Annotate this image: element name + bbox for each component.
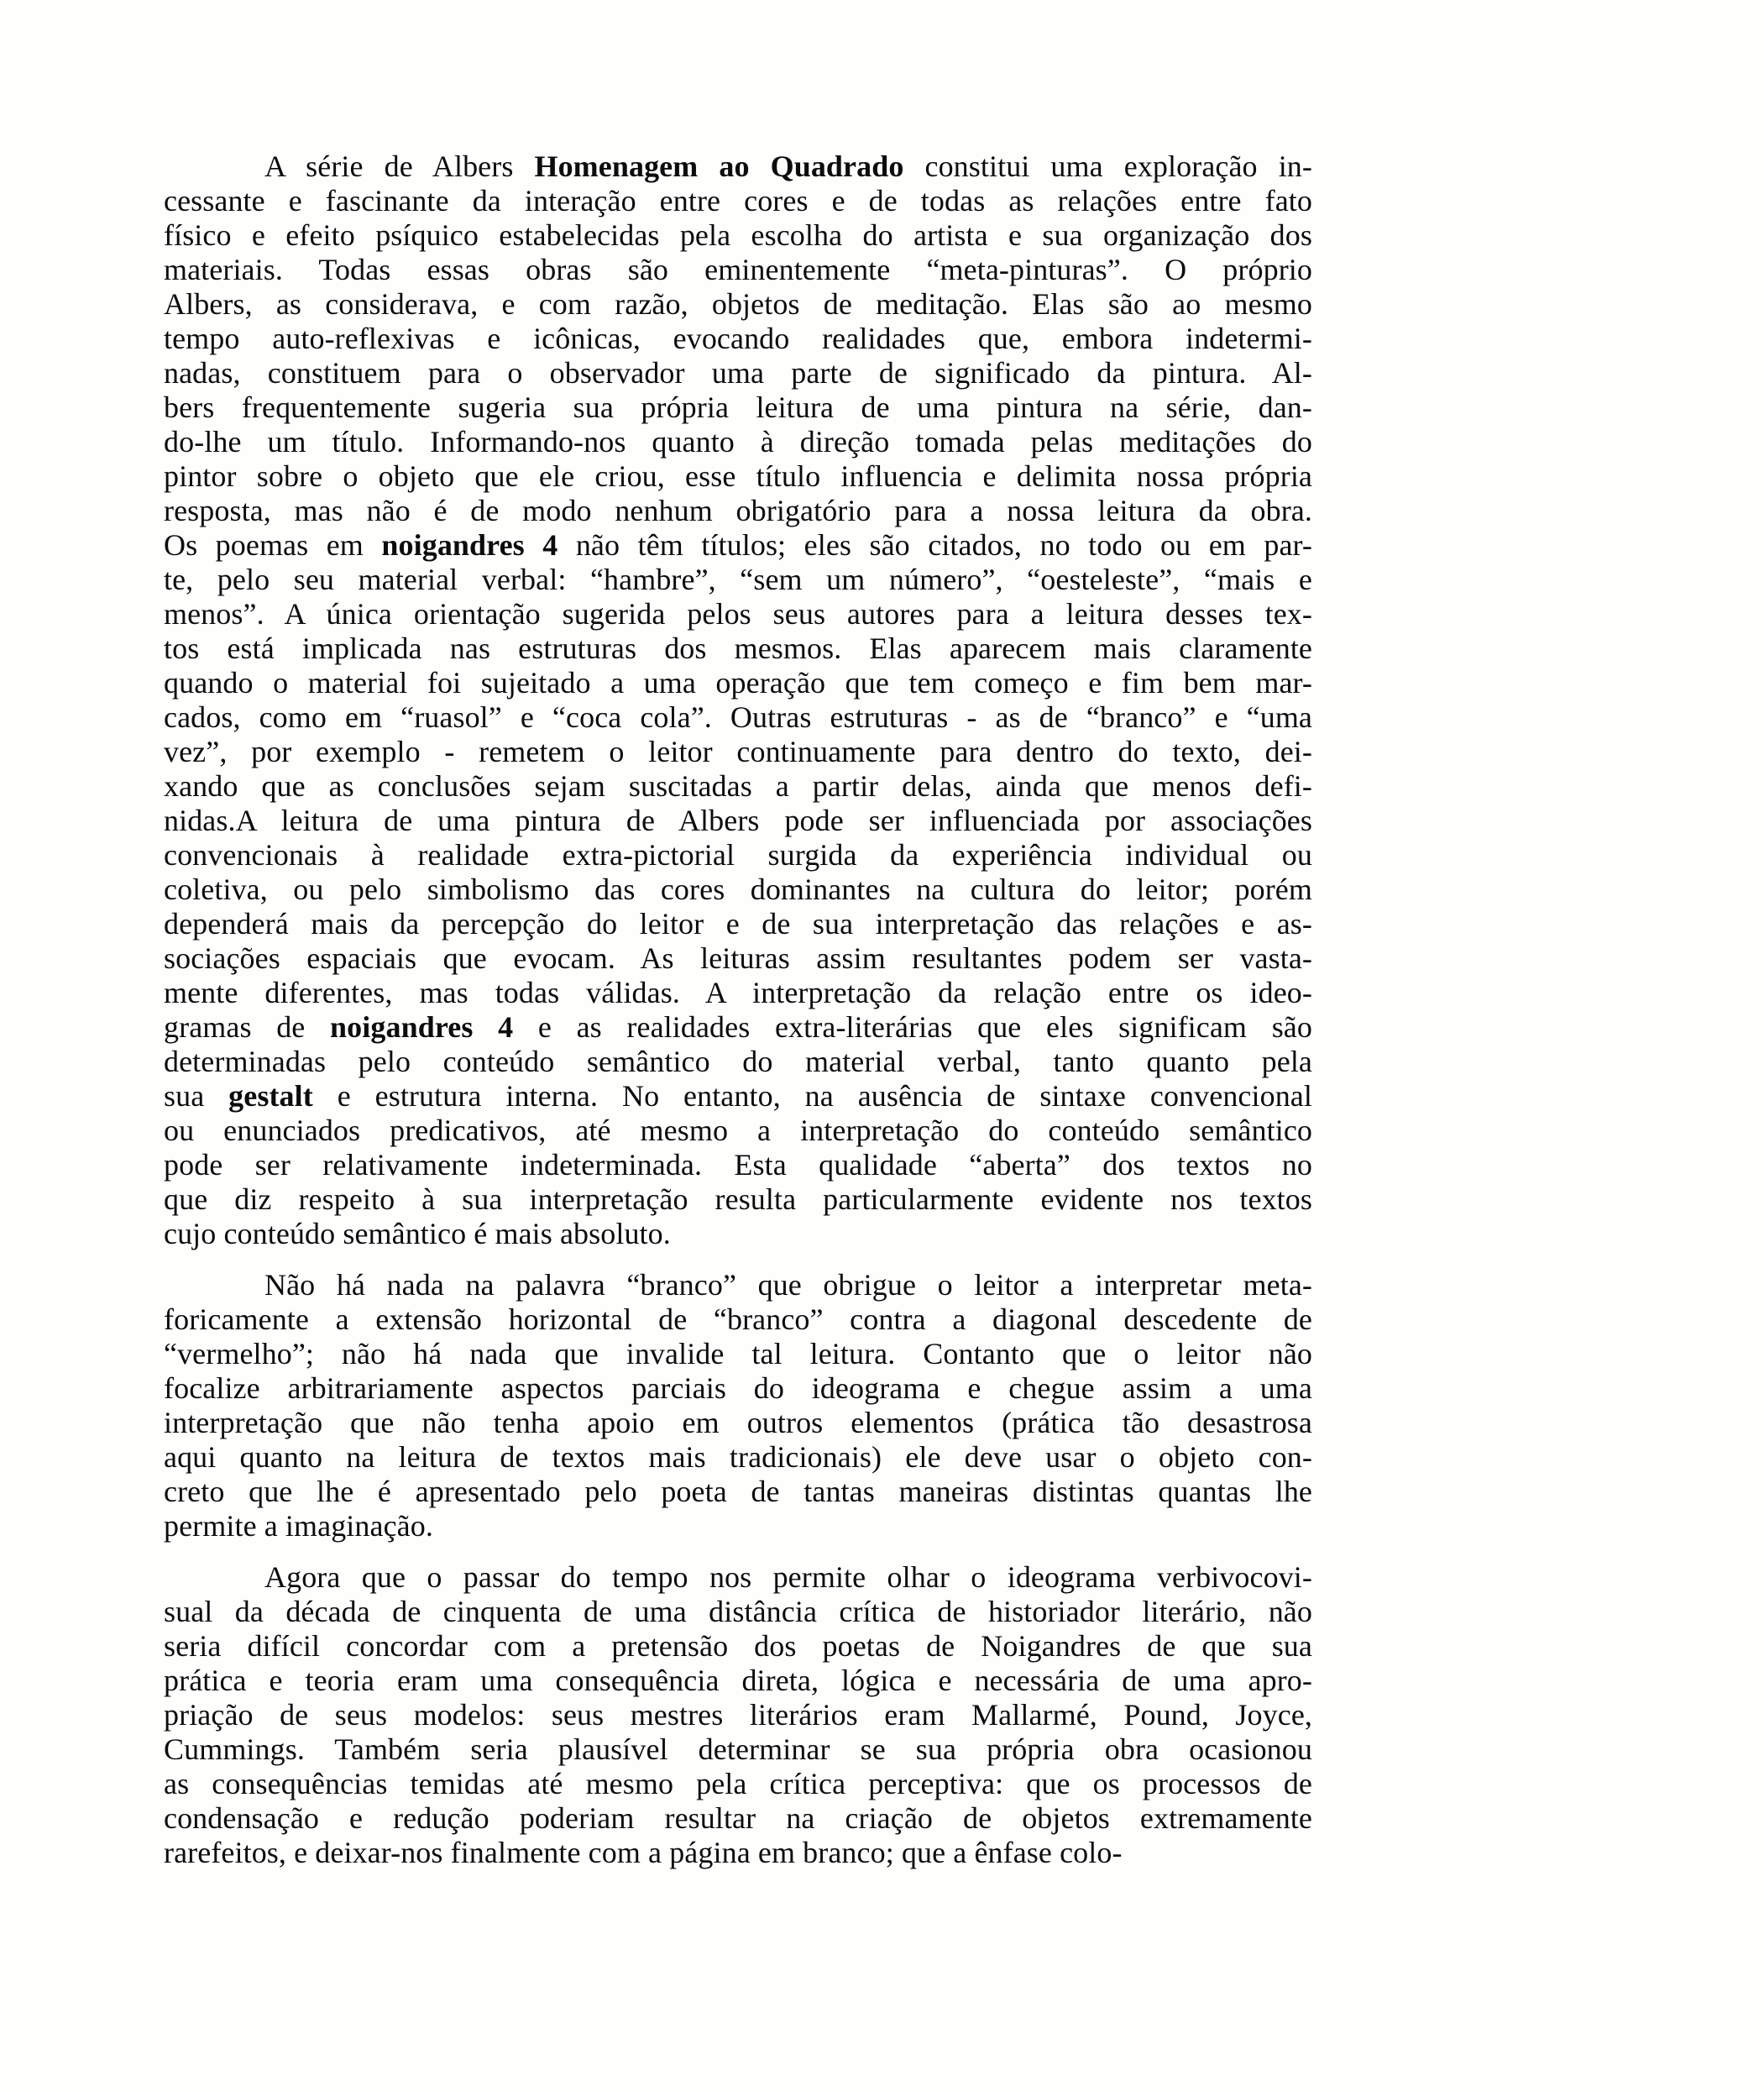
text-line	[164, 1767, 1312, 1801]
text-run: aqui quanto na leitura de textos mais tradicionais) ele deve usar o objeto con-	[164, 1440, 1312, 1474]
text-line	[164, 1698, 1312, 1732]
text-line	[164, 253, 1312, 287]
text-run: dependerá mais da percepção do leitor e de sua interpretação das relações e as-	[164, 907, 1312, 941]
text-run: Cummings. Também seria plausível determinar se sua própria obra ocasionou	[164, 1732, 1312, 1766]
text-line	[164, 390, 1312, 425]
text-line	[164, 631, 1312, 666]
bold-text-run: noigandres 4	[330, 1010, 514, 1044]
text-run: te, pelo seu material verbal: “hambre”, “sem um número”, “oesteleste”, “mais e	[164, 563, 1312, 596]
text-run: rarefeitos, e deixar-nos finalmente com a página em branco; que a ênfase colo-	[164, 1836, 1123, 1869]
text-run: pode ser relativamente indeterminada. Esta qualidade “aberta” dos textos no	[164, 1148, 1312, 1182]
text-run: sociações espaciais que evocam. As leituras assim resultantes podem ser vasta-	[164, 941, 1312, 975]
text-line	[164, 976, 1312, 1010]
text-run: ou enunciados predicativos, até mesmo a interpretação do conteúdo semântico	[164, 1114, 1312, 1147]
text-line	[164, 804, 1312, 838]
text-run: bers frequentemente sugeria sua própria leitura de uma pintura na série, dan-	[164, 390, 1312, 424]
text-run: as consequências temidas até mesmo pela crítica perceptiva: que os processos de	[164, 1767, 1312, 1800]
text-run: constitui uma exploração in-	[903, 149, 1312, 183]
text-run: que diz respeito à sua interpretação resulta particularmente evidente nos textos	[164, 1182, 1312, 1216]
text-line	[164, 1045, 1312, 1079]
paragraph	[164, 1560, 1312, 1870]
bold-text-run: gestalt	[228, 1079, 313, 1113]
text-line	[164, 459, 1312, 494]
text-run: nidas.A leitura de uma pintura de Albers pode ser influenciada por associações	[164, 804, 1312, 837]
text-run: não têm títulos; eles são citados, no todo ou em par-	[557, 528, 1312, 562]
text-run: foricamente a extensão horizontal de “branco” contra a diagonal descedente de	[164, 1302, 1312, 1336]
text-line	[164, 907, 1312, 941]
paragraph	[164, 1268, 1312, 1543]
text-run: sua	[164, 1079, 229, 1113]
text-run: permite a imaginação.	[164, 1509, 433, 1543]
text-line	[164, 1182, 1312, 1217]
page-text	[164, 149, 1312, 1887]
text-run: gramas de	[164, 1010, 331, 1044]
text-line	[164, 873, 1312, 907]
text-line	[164, 1595, 1312, 1629]
text-line	[164, 563, 1312, 597]
text-run: condensação e redução poderiam resultar na criação de objetos extremamente	[164, 1801, 1312, 1835]
text-line	[164, 322, 1312, 356]
text-run: sual da década de cinquenta de uma distância crítica de historiador literário, não	[164, 1595, 1312, 1628]
text-line	[164, 1509, 1312, 1543]
text-line	[164, 1079, 1312, 1114]
text-run: interpretação que não tenha apoio em outros elementos (prática tão desastrosa	[164, 1406, 1312, 1439]
text-run: tempo auto-reflexivas e icônicas, evocando realidades que, embora indetermi-	[164, 322, 1312, 355]
text-run: cujo conteúdo semântico é mais absoluto.	[164, 1217, 671, 1250]
text-run: do-lhe um título. Informando-nos quanto à direção tomada pelas meditações do	[164, 425, 1312, 459]
text-line	[164, 769, 1312, 804]
text-run: Os poemas em	[164, 528, 382, 562]
text-run: resposta, mas não é de modo nenhum obrigatório para a nossa leitura da obra.	[164, 494, 1312, 527]
paragraph	[164, 149, 1312, 1251]
text-run: físico e efeito psíquico estabelecidas pela escolha do artista e sua organização dos	[164, 218, 1312, 252]
text-run: Não há nada na palavra “branco” que obrigue o leitor a interpretar meta-	[264, 1268, 1312, 1302]
text-run: focalize arbitrariamente aspectos parciais do ideograma e chegue assim a uma	[164, 1371, 1312, 1405]
text-line	[164, 1217, 1312, 1251]
text-line	[164, 1114, 1312, 1148]
bold-text-run: Homenagem ao Quadrado	[534, 149, 904, 183]
text-line	[164, 1475, 1312, 1509]
text-run: materiais. Todas essas obras são eminentemente “meta-pinturas”. O próprio	[164, 253, 1312, 286]
text-line	[164, 700, 1312, 735]
text-line	[164, 494, 1312, 528]
text-run: e estrutura interna. No entanto, na ausência de sintaxe convencional	[312, 1079, 1312, 1113]
text-line	[164, 1732, 1312, 1767]
text-run: menos”. A única orientação sugerida pelos seus autores para a leitura desses tex-	[164, 597, 1312, 631]
text-line	[164, 1337, 1312, 1371]
text-line	[164, 287, 1312, 322]
text-line	[164, 1406, 1312, 1440]
text-line	[164, 735, 1312, 769]
text-line	[164, 1010, 1312, 1045]
text-run: Albers, as considerava, e com razão, objetos de meditação. Elas são ao mesmo	[164, 287, 1312, 321]
text-line	[164, 1560, 1312, 1595]
text-line	[164, 1440, 1312, 1475]
text-run: convencionais à realidade extra-pictorial surgida da experiência individual ou	[164, 838, 1312, 872]
bold-text-run: noigandres 4	[381, 528, 558, 562]
text-run: pintor sobre o objeto que ele criou, esse título influencia e delimita nossa própria	[164, 459, 1312, 493]
text-run: creto que lhe é apresentado pelo poeta de tantas maneiras distintas quantas lhe	[164, 1475, 1312, 1508]
text-line	[164, 838, 1312, 873]
text-line	[164, 425, 1312, 459]
text-run: tos está implicada nas estruturas dos mesmos. Elas aparecem mais claramente	[164, 631, 1312, 665]
text-run: cados, como em “ruasol” e “coca cola”. Outras estruturas - as de “branco” e “uma	[164, 700, 1312, 734]
text-run: xando que as conclusões sejam suscitadas a partir delas, ainda que menos defi-	[164, 769, 1312, 803]
text-run: prática e teoria eram uma consequência direta, lógica e necessária de uma apro-	[164, 1664, 1312, 1697]
text-run: vez”, por exemplo - remetem o leitor continuamente para dentro do texto, dei-	[164, 735, 1312, 768]
text-run: priação de seus modelos: seus mestres literários eram Mallarmé, Pound, Joyce,	[164, 1698, 1312, 1732]
text-line	[164, 1664, 1312, 1698]
text-line	[164, 1302, 1312, 1337]
text-line	[164, 149, 1312, 184]
text-line	[164, 1629, 1312, 1664]
text-run: determinadas pelo conteúdo semântico do material verbal, tanto quanto pela	[164, 1045, 1312, 1078]
text-run: A série de Albers	[264, 149, 535, 183]
text-line	[164, 1268, 1312, 1302]
text-run: cessante e fascinante da interação entre cores e de todas as relações entre fato	[164, 184, 1312, 217]
text-line	[164, 597, 1312, 631]
text-line	[164, 218, 1312, 253]
text-run: “vermelho”; não há nada que invalide tal leitura. Contanto que o leitor não	[164, 1337, 1312, 1370]
text-line	[164, 528, 1312, 563]
text-line	[164, 666, 1312, 700]
text-run: nadas, constituem para o observador uma parte de significado da pintura. Al-	[164, 356, 1312, 390]
text-line	[164, 1836, 1312, 1870]
text-run: seria difícil concordar com a pretensão dos poetas de Noigandres de que sua	[164, 1629, 1312, 1663]
text-run: coletiva, ou pelo simbolismo das cores dominantes na cultura do leitor; porém	[164, 873, 1312, 906]
text-run: quando o material foi sujeitado a uma operação que tem começo e fim bem mar-	[164, 666, 1312, 700]
text-line	[164, 941, 1312, 976]
text-line	[164, 356, 1312, 390]
text-run: e as realidades extra-literárias que eles significam são	[513, 1010, 1312, 1044]
text-run: mente diferentes, mas todas válidas. A interpretação da relação entre os ideo-	[164, 976, 1312, 1009]
text-line	[164, 1371, 1312, 1406]
text-run: Agora que o passar do tempo nos permite olhar o ideograma verbivocovi-	[264, 1560, 1312, 1594]
text-line	[164, 1801, 1312, 1836]
text-line	[164, 184, 1312, 218]
text-line	[164, 1148, 1312, 1182]
